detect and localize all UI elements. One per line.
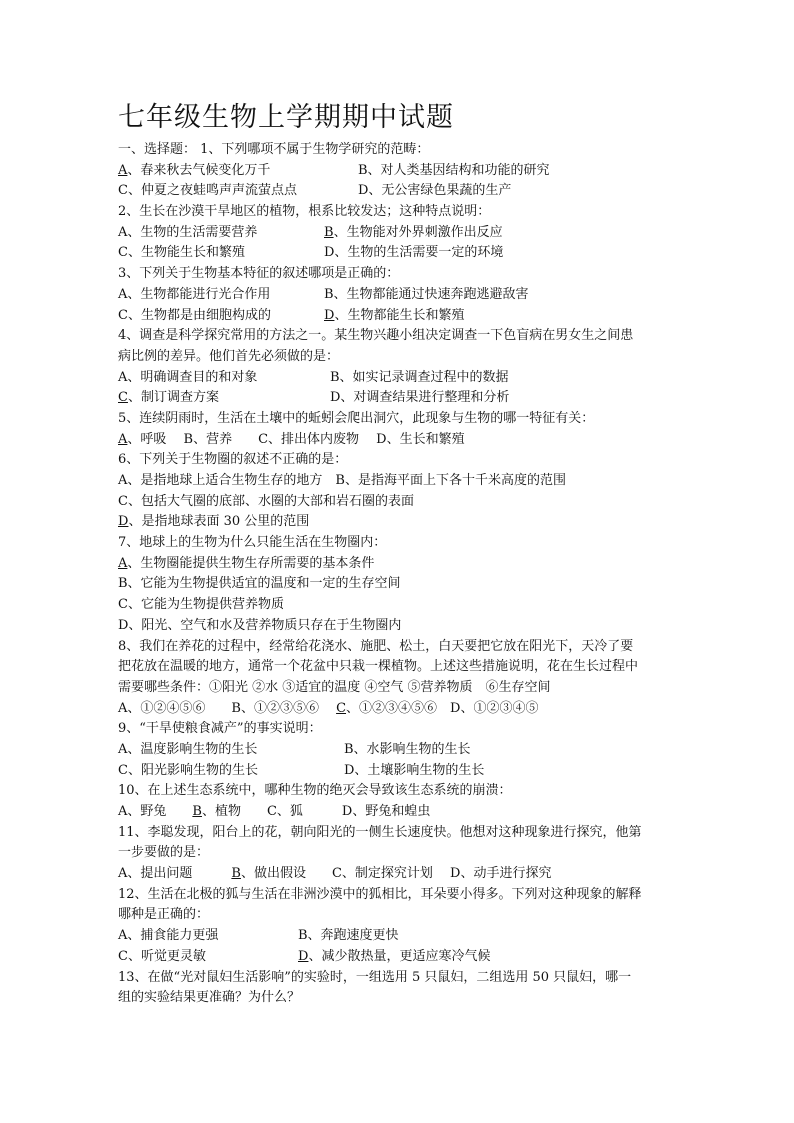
exam-line [118, 905, 698, 926]
exam-line [118, 430, 698, 451]
answer-mark: B [231, 866, 241, 882]
option-text: D、对调查结果进行整理和分析 [330, 390, 510, 406]
question-text: 7、地球上的生物为什么只能生活在生物圈内： [118, 535, 387, 551]
option-right [330, 368, 509, 389]
answer-mark: A [118, 555, 128, 571]
question-text: 一步要做的是： [118, 845, 210, 861]
exam-line [118, 968, 698, 989]
option-text: 、制订调查方案 [127, 390, 219, 406]
exam-line [118, 947, 698, 968]
option-text: A、捕食能力更强 [118, 928, 219, 944]
question-text: 3、下列关于生物基本特征的叙述哪项是正确的： [118, 266, 400, 282]
answer-mark: A [118, 431, 128, 447]
exam-line [118, 264, 698, 285]
option-left [118, 928, 218, 943]
exam-line [118, 471, 698, 492]
option-text: 、生物能对外界刺激作出反应 [333, 224, 503, 240]
question-text: B、它能为生物提供适宜的温度和一定的生存空间 [118, 576, 401, 592]
option-right [330, 388, 509, 409]
option-left [118, 763, 258, 778]
question-text: A、是指地球上适合生物生存的地方 B、是指海平面上下各十千米高度的范围 [118, 473, 566, 488]
exam-page [118, 100, 698, 1009]
option-right [344, 761, 484, 782]
exam-line [118, 595, 698, 616]
option-right [324, 223, 503, 244]
option-right [344, 740, 471, 761]
exam-line [118, 988, 698, 1009]
exam-line [118, 864, 698, 885]
exam-line [118, 223, 698, 244]
answer-mark: C [118, 390, 128, 406]
question-text: 5、连续阴雨时，生活在土壤中的蚯蚓会爬出洞穴，此现象与生物的哪一特征有关： [118, 410, 595, 426]
option-text: A、野兔 [118, 804, 193, 819]
question-text: 把花放在温暖的地方，通常一个花盆中只栽一棵植物。上述这些措施说明，花在生长过程中 [118, 659, 639, 675]
question-list [118, 140, 698, 1009]
option-text: A、提出问题 [118, 866, 232, 882]
answer-mark: B [192, 804, 202, 819]
answer-mark: B [324, 224, 334, 240]
question-text: D、阳光、空气和水及营养物质只存在于生物圈内 [118, 617, 402, 633]
question-text: 病比例的差异。他们首先必须做的是： [118, 348, 340, 364]
option-text: A、温度影响生物的生长 [118, 741, 258, 757]
option-text: A、生物都能进行光合作用 [118, 286, 271, 302]
exam-line [118, 574, 698, 595]
option-right [324, 243, 503, 264]
exam-line [118, 388, 698, 409]
option-right [358, 161, 550, 182]
option-text: 、是指地球表面 30 公里的范围 [128, 514, 310, 530]
exam-line [118, 802, 698, 823]
option-text: B、对人类基因结构和功能的研究 [358, 162, 550, 178]
option-text: 、做出假设 C、制定探究计划 D、动手进行探究 [240, 866, 552, 882]
exam-line [118, 326, 698, 347]
question-text: 哪种是正确的： [118, 907, 210, 923]
option-text: B、如实记录调查过程中的数据 [330, 369, 509, 385]
answer-mark: A [118, 162, 128, 178]
exam-line [118, 181, 698, 202]
answer-mark: C [336, 700, 347, 716]
exam-line [118, 616, 698, 637]
option-text: 、植物 C、狐 D、野兔和蝗虫 [201, 804, 431, 819]
option-text: 、减少散热量，更适应寒冷气候 [308, 948, 491, 964]
option-left [118, 163, 270, 178]
question-text: 11、李聪发现，阳台上的花，朝向阳光的一侧生长速度快。他想对这种现象进行探究，他第 [118, 824, 642, 840]
question-text: 2、生长在沙漠干旱地区的植物，根系比较发达；这种特点说明： [118, 204, 491, 220]
option-right [298, 926, 399, 947]
question-text: 12、生活在北极的狐与生活在非洲沙漠中的狐相比，耳朵要小得多。下列对这种现象的解释 [118, 886, 642, 902]
exam-line [118, 843, 698, 864]
option-text: 、生物都能生长和繁殖 [334, 307, 465, 323]
question-text: 4、调查是科学探究常用的方法之一。某生物兴趣小组决定调查一下色盲病在男女生之间患 [118, 328, 634, 344]
exam-line [118, 657, 698, 678]
exam-line [118, 512, 698, 533]
option-text: A、明确调查目的和对象 [118, 369, 258, 385]
exam-line [118, 243, 698, 264]
option-text: A、①②④⑤⑥ B、①②③⑤⑥ [118, 700, 337, 716]
question-text: 9、“干旱使粮食减产”的事实说明： [118, 721, 322, 737]
option-text: 、春来秋去气候变化万千 [127, 162, 271, 178]
option-left [118, 308, 271, 323]
option-text: D、无公害绿色果蔬的生产 [358, 183, 512, 199]
exam-line [118, 678, 698, 699]
option-text: D、土壤影响生物的生长 [344, 762, 485, 778]
exam-line [118, 719, 698, 740]
answer-mark: D [324, 307, 335, 323]
option-left [118, 949, 206, 964]
exam-line [118, 409, 698, 430]
option-left [118, 245, 245, 260]
option-left [118, 390, 219, 405]
answer-mark: D [298, 948, 309, 964]
question-text: C、包括大气圈的底部、水圈的大部和岩石圈的表面 [118, 493, 414, 509]
exam-line [118, 885, 698, 906]
section-heading: 一、选择题： [118, 142, 201, 157]
exam-line [118, 450, 698, 471]
exam-line [118, 740, 698, 761]
exam-line [118, 781, 698, 802]
option-text: D、生物的生活需要一定的环境 [324, 245, 504, 261]
option-text: A、生物的生活需要营养 [118, 224, 258, 240]
question-text: 6、下列关于生物圈的叙述不正确的是： [118, 452, 348, 468]
exam-line [118, 202, 698, 223]
option-text: C、生物都是由细胞构成的 [118, 307, 271, 323]
option-text: 、呼吸 B、营养 C、排出体内废物 D、生长和繁殖 [127, 431, 465, 447]
option-text: B、奔跑速度更快 [298, 928, 399, 944]
exam-line [118, 699, 698, 720]
exam-line [118, 285, 698, 306]
question-text: C、它能为生物提供营养物质 [118, 597, 284, 613]
question-text: 8、我们在养花的过程中，经常给花浇水、施肥、松土，白天要把它放在阳光下，天冷了要 [118, 638, 634, 654]
option-right [358, 181, 511, 202]
exam-line [118, 533, 698, 554]
option-left [118, 370, 257, 385]
option-right [298, 947, 490, 968]
option-text: 、①②③④⑤⑥ D、①②③④⑤ [346, 700, 539, 716]
option-left [118, 183, 297, 198]
exam-line [118, 140, 698, 161]
option-right [324, 285, 529, 306]
exam-line [118, 554, 698, 575]
question-text: 需要哪些条件：①阳光 ②水 ③适宜的温度 ④空气 ⑤营养物质 ⑥生存空间 [118, 679, 551, 695]
option-right [324, 306, 464, 327]
option-text: B、生物都能通过快速奔跑逃避敌害 [324, 286, 529, 302]
option-text: C、听觉更灵敏 [118, 948, 206, 964]
option-text: 、生物圈能提供生物生存所需要的基本条件 [127, 555, 375, 571]
option-text: C、生物能生长和繁殖 [118, 245, 245, 261]
page-title: 七年级生物上学期期中试题 [118, 102, 454, 133]
option-left [118, 742, 257, 757]
option-text: B、水影响生物的生长 [344, 741, 471, 757]
question-text: 10、在上述生态系统中，哪种生物的绝灭会导致该生态系统的崩溃： [118, 783, 512, 799]
exam-line [118, 761, 698, 782]
exam-line [118, 637, 698, 658]
answer-mark: D [118, 514, 129, 530]
option-left [118, 287, 270, 302]
exam-line [118, 926, 698, 947]
exam-line [118, 492, 698, 513]
exam-line [118, 306, 698, 327]
exam-line [118, 823, 698, 844]
question-text: 1、下列哪项不属于生物学研究的范畴： [200, 142, 430, 157]
question-text: 13、在做“光对鼠妇生活影响”的实验时，一组选用 5 只鼠妇，二组选用 50 只鼠妇，哪一 [118, 969, 632, 985]
option-left [118, 225, 257, 240]
exam-line [118, 368, 698, 389]
question-text: 组的实验结果更准确？为什么？ [118, 990, 301, 1006]
exam-line [118, 347, 698, 368]
exam-line [118, 161, 698, 182]
option-text: C、仲夏之夜蛙鸣声声流萤点点 [118, 183, 297, 199]
option-text: C、阳光影响生物的生长 [118, 762, 258, 778]
